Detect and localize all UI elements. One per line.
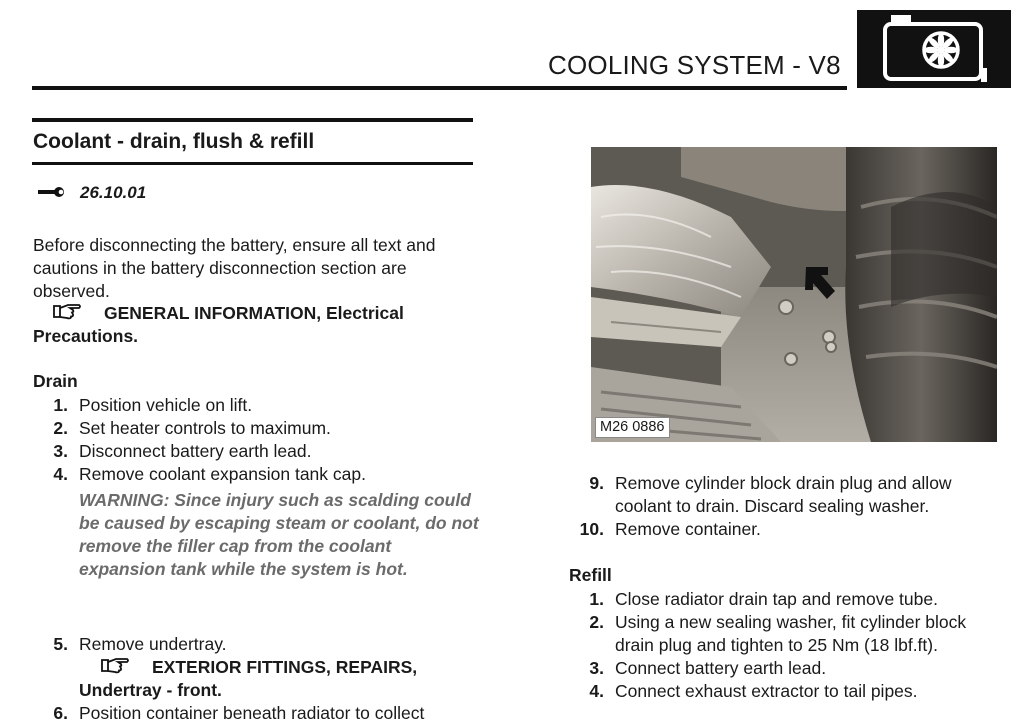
drain-steps-continued: [569, 472, 1009, 541]
list-item: 10. Remove container.: [579, 519, 761, 539]
section-logo: [857, 10, 1011, 88]
drain-steps-list: [33, 394, 473, 486]
list-item: 2. Set heater controls to maximum.: [53, 418, 331, 438]
xref-line-1: EXTERIOR FITTINGS, REPAIRS,: [152, 657, 418, 677]
drain-heading: Drain: [33, 371, 78, 391]
radiator-fan-icon: [857, 10, 1011, 88]
list-item: 4. Remove coolant expansion tank cap.: [53, 464, 366, 484]
warning-text: WARNING: Since injury such as scalding could be caused by escaping steam or coolant, do not remove the filler cap from the coolant expansion tank while the system is hot.: [79, 490, 479, 579]
list-item: 5. Remove undertray.: [53, 634, 227, 654]
page-header-title: COOLING SYSTEM - V8: [548, 50, 841, 80]
list-item: 6. Position container beneath radiator to collect: [53, 703, 425, 723]
figure-caption: M26 0886: [595, 417, 670, 438]
xref-undertray[interactable]: [100, 656, 417, 680]
list-item: 1. Position vehicle on lift.: [53, 395, 253, 415]
xref-line-2: Precautions.: [33, 326, 139, 346]
pointing-hand-icon: [100, 656, 130, 680]
list-item: 4. Connect exhaust extractor to tail pipes.: [589, 681, 918, 701]
list-item: 2. Using a new sealing washer, fit cylinder block drain plug and tighten to 25 Nm (18 lbf.ft).: [589, 612, 967, 655]
drain-step-5: [33, 633, 473, 656]
list-item: 3. Disconnect battery earth lead.: [53, 441, 312, 461]
list-item: 3. Connect battery earth lead.: [589, 658, 827, 678]
xref-line-1: GENERAL INFORMATION, Electrical: [104, 303, 404, 323]
engine-photo: [591, 147, 997, 442]
drain-step-6: [33, 702, 473, 725]
list-item: 1. Close radiator drain tap and remove tube.: [589, 589, 938, 609]
wrench-icon: [38, 184, 66, 200]
op-code-icon-wrap: [38, 184, 66, 204]
section-title-rule-bottom: [32, 162, 473, 165]
pointing-hand-icon: [52, 302, 82, 326]
list-item: 9. Remove cylinder block drain plug and allow coolant to drain. Discard sealing washer.: [589, 473, 952, 516]
section-title-rule-top: [32, 118, 473, 122]
xref-line-2: Undertray - front.: [79, 680, 222, 700]
operation-code: 26.10.01: [80, 183, 147, 202]
section-title: Coolant - drain, flush & refill: [33, 130, 315, 153]
intro-text: Before disconnecting the battery, ensure all text and cautions in the battery disconnection section are observed.: [33, 235, 436, 301]
refill-steps-list: [569, 588, 1009, 703]
header-divider: [32, 86, 847, 90]
refill-heading: Refill: [569, 565, 612, 585]
xref-electrical-precautions[interactable]: [52, 302, 404, 326]
